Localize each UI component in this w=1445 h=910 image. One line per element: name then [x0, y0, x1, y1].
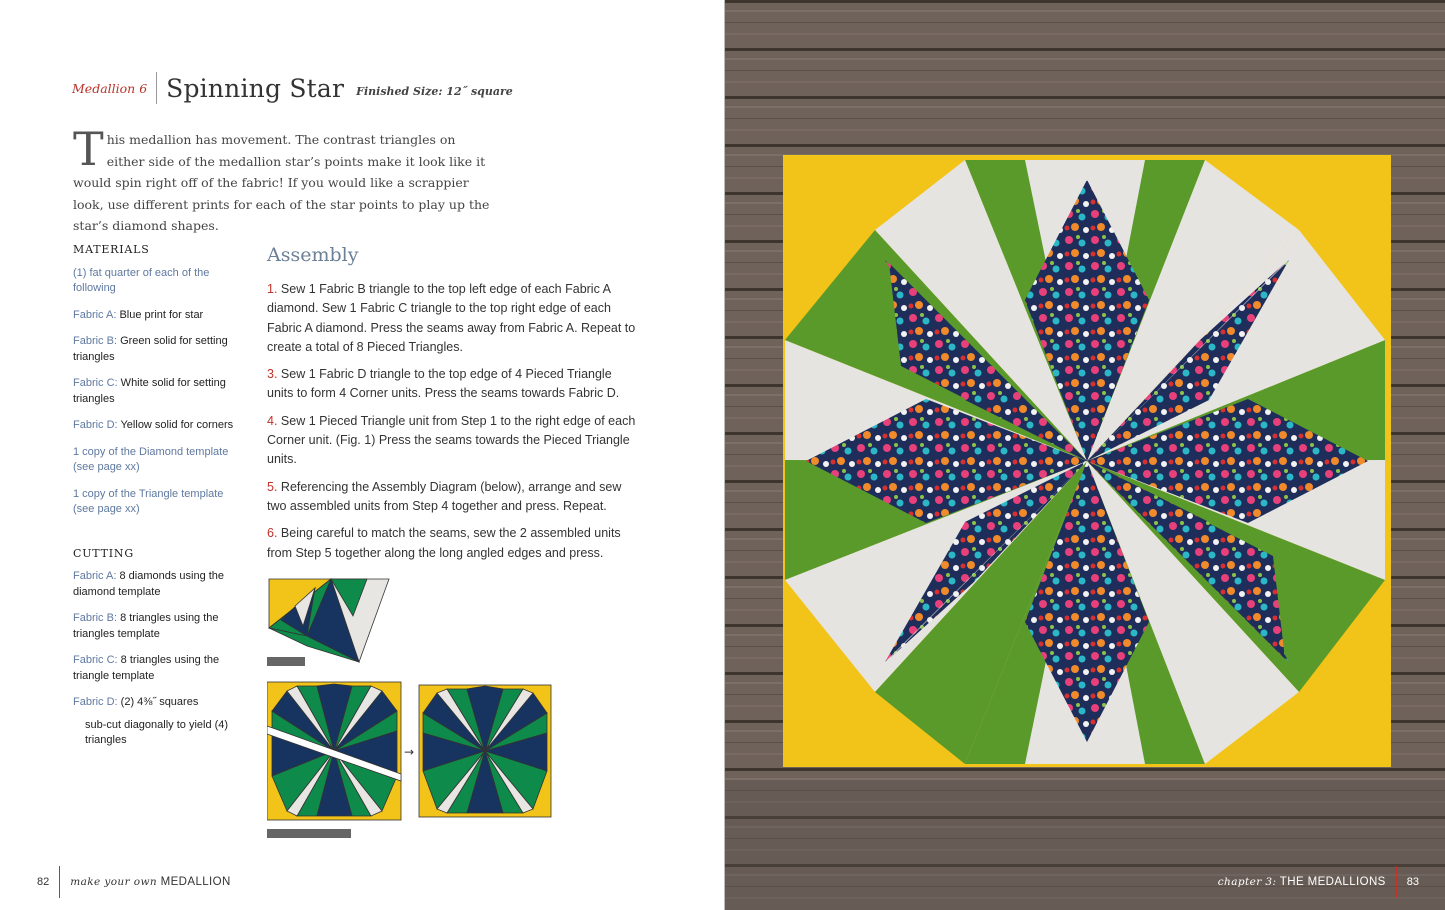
- cutting-item: [73, 611, 243, 642]
- cutting-item: [73, 569, 243, 600]
- material-item: [73, 376, 243, 407]
- cutting-item: [73, 653, 243, 684]
- cutting-text: 8 triangles using the triangle template: [73, 654, 220, 682]
- assembly-heading: Assembly: [267, 244, 359, 266]
- page-number-right: 83: [1406, 876, 1419, 888]
- cutting-text: (2) 4⅜˝ squares: [117, 696, 199, 708]
- page-header: [72, 72, 513, 104]
- cutting-text: 8 diamonds using the diamond template: [73, 570, 225, 598]
- material-text: Blue print for star: [116, 308, 204, 321]
- page-title: Spinning Star: [166, 73, 345, 103]
- cutting-label: Fabric D:: [73, 696, 118, 708]
- material-label: Fabric C:: [73, 377, 118, 389]
- medallion-label: Medallion 6: [72, 80, 148, 96]
- drop-cap: T: [73, 122, 104, 176]
- right-page-photo: [725, 0, 1445, 910]
- book-title: [70, 876, 230, 888]
- material-item: [73, 308, 243, 324]
- assembly-diagram-svg: [267, 576, 567, 841]
- assembly-section: [267, 244, 637, 571]
- step-text: Being careful to match the seams, sew the 2 assembled units from Step 5 together along the long angled edges and press.: [267, 526, 621, 560]
- material-text: White solid for setting triangles: [73, 377, 226, 405]
- cutting-label: Fabric B:: [73, 612, 118, 624]
- material-item: [73, 418, 243, 434]
- chapter-label-italic: chapter 3:: [1217, 876, 1277, 888]
- finished-block: [419, 685, 551, 817]
- book-title-caps: MEDALLION: [157, 876, 231, 888]
- book-title-italic: make your own: [70, 876, 158, 888]
- assembly-diagram: [267, 576, 567, 846]
- assembly-step: [267, 478, 637, 517]
- material-label: 1 copy of the Diamond template (see page xx): [73, 445, 229, 473]
- finished-size: Finished Size: 12˝ square: [356, 84, 513, 98]
- material-label: Fabric B:: [73, 335, 118, 347]
- cutting-heading: CUTTING: [73, 546, 134, 560]
- step-number: 4.: [267, 413, 278, 428]
- material-item: [73, 487, 243, 518]
- chapter-label-caps: THE MEDALLIONS: [1276, 876, 1386, 888]
- cutting-text: 8 triangles using the triangles template: [73, 612, 219, 640]
- material-label: Fabric D:: [73, 419, 118, 431]
- material-text: Yellow solid for corners: [117, 419, 234, 431]
- assembly-step: [267, 524, 637, 563]
- left-footer: [0, 866, 231, 898]
- cutting-label: Fabric C:: [73, 654, 118, 666]
- subcut-note: sub-cut diagonally to yield (4) triangles: [85, 718, 229, 746]
- materials-heading: MATERIALS: [73, 243, 150, 256]
- step-number: 3.: [267, 367, 278, 382]
- materials-column: [73, 242, 243, 760]
- step-text: Sew 1 Pieced Triangle unit from Step 1 to the right edge of each Corner unit. (Fig. 1) Press the seams towards the Pieced Triangle units.: [267, 413, 636, 467]
- cutting-label: Fabric A:: [73, 570, 117, 582]
- step-text: Sew 1 Fabric B triangle to the top left edge of each Fabric A diamond. Sew 1 Fabric C triangle to the top right edge of each Fabric A diamond. Press the seams away from Fabric A. Repeat to create a total of 8 Pieced Triangles.: [267, 282, 636, 354]
- page-number-left: 82: [37, 876, 50, 888]
- step-text: Sew 1 Fabric D triangle to the top edge of 4 Pieced Triangle units to form 4 Corner units. Press the seams towards Fabric D.: [267, 367, 620, 401]
- material-item: [73, 445, 243, 476]
- material-label: 1 copy of the Triangle template (see page xx): [73, 487, 224, 515]
- split-block: [267, 682, 401, 820]
- step-number: 5.: [267, 479, 278, 494]
- step-number: 1.: [267, 282, 278, 296]
- material-item: [73, 266, 243, 297]
- material-item: [73, 334, 243, 365]
- header-divider: [156, 72, 157, 104]
- material-text: Green solid for setting triangles: [73, 335, 228, 363]
- material-label: Fabric A:: [73, 308, 117, 321]
- cutting-item: [73, 695, 243, 711]
- quilt-block: [783, 155, 1391, 767]
- chapter-title: [1218, 876, 1386, 888]
- arrow-icon: →: [404, 745, 415, 759]
- intro-paragraph: [73, 122, 493, 237]
- intro-text: his medallion has movement. The contrast triangles on either side of the medallion star’s points make it look like it would spin right off of the fabric! If you would like a scrappier look, use different prints for each of the star points to play up the star’s diamond shapes.: [73, 132, 490, 233]
- footer-rule: [59, 866, 60, 898]
- fig1-label-bar: [267, 657, 305, 666]
- quilt-photo: [725, 0, 1445, 910]
- footer-rule: [1396, 866, 1397, 898]
- fig1-corner-unit: [269, 579, 389, 662]
- diagram-label-bar: [267, 829, 351, 838]
- assembly-step: [267, 412, 637, 470]
- right-footer: [1218, 866, 1445, 898]
- assembly-step: [267, 365, 637, 404]
- step-number: 6.: [267, 526, 278, 541]
- material-label: (1) fat quarter of each of the following: [73, 266, 210, 294]
- step-text: Referencing the Assembly Diagram (below), arrange and sew two assembled units from Step 4 together and press. Repeat.: [267, 479, 622, 513]
- assembly-step: [267, 280, 637, 357]
